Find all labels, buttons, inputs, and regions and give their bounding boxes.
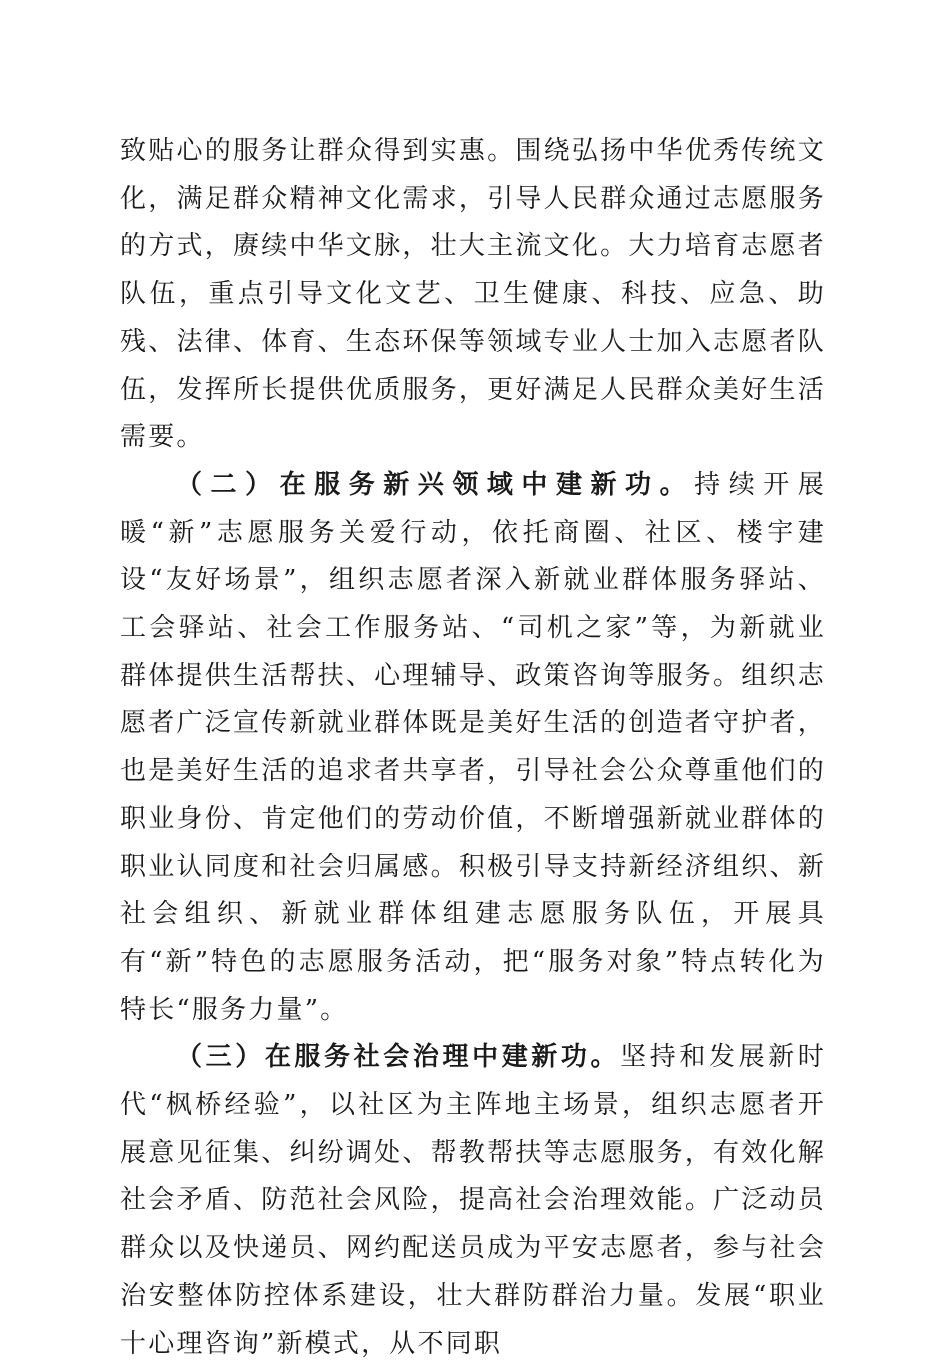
- paragraph-text: 坚持和发展新时代“枫桥经验”，以社区为主阵地主场景，组织志愿者开展意见征集、纠纷调处、帮教帮扶等志愿服务，有效化解社会矛盾、防范社会风险，提高社会治理效能。广泛动员群众以及快递员、网约配送员成为平安志愿者，参与社会治安整体防控体系建设，壮大群防群治力量。发展“职业十心理咨询”新模式，从不同职: [120, 1042, 826, 1359]
- paragraph-text: 致贴心的服务让群众得到实惠。围绕弘扬中华优秀传统文化，满足群众精神文化需求，引导人民群众通过志愿服务的方式，赓续中华文脉，壮大主流文化。大力培育志愿者队伍，重点引导文化文艺、卫生健康、科技、应急、助残、法律、体育、生态环保等领域专业人士加入志愿者队伍，发挥所长提供优质服务，更好满足人民群众美好生活需要。: [120, 136, 826, 453]
- paragraph-social-governance: [120, 1034, 826, 1368]
- paragraph-emerging-fields: [120, 462, 826, 1034]
- paragraph-continuation: [120, 128, 826, 462]
- document-body: [120, 128, 826, 1368]
- paragraph-heading: （二）在服务新兴领域中建新功。: [176, 469, 695, 500]
- paragraph-text: 持续开展暖“新”志愿服务关爱行动，依托商圈、社区、楼宇建设“友好场景”，组织志愿者深入新就业群体服务驿站、工会驿站、社会工作服务站、“司机之家”等，为新就业群体提供生活帮扶、心理辅导、政策咨询等服务。组织志愿者广泛宣传新就业群体既是美好生活的创造者守护者，也是美好生活的追求者共享者，引导社会公众尊重他们的职业身份、肯定他们的劳动价值，不断增强新就业群体的职业认同度和社会归属感。积极引导支持新经济组织、新社会组织、新就业群体组建志愿服务队伍，开展具有“新”特色的志愿服务活动，把“服务对象”特点转化为特长“服务力量”。: [120, 469, 826, 1025]
- paragraph-heading: （三）在服务社会治理中建新功。: [176, 1042, 621, 1073]
